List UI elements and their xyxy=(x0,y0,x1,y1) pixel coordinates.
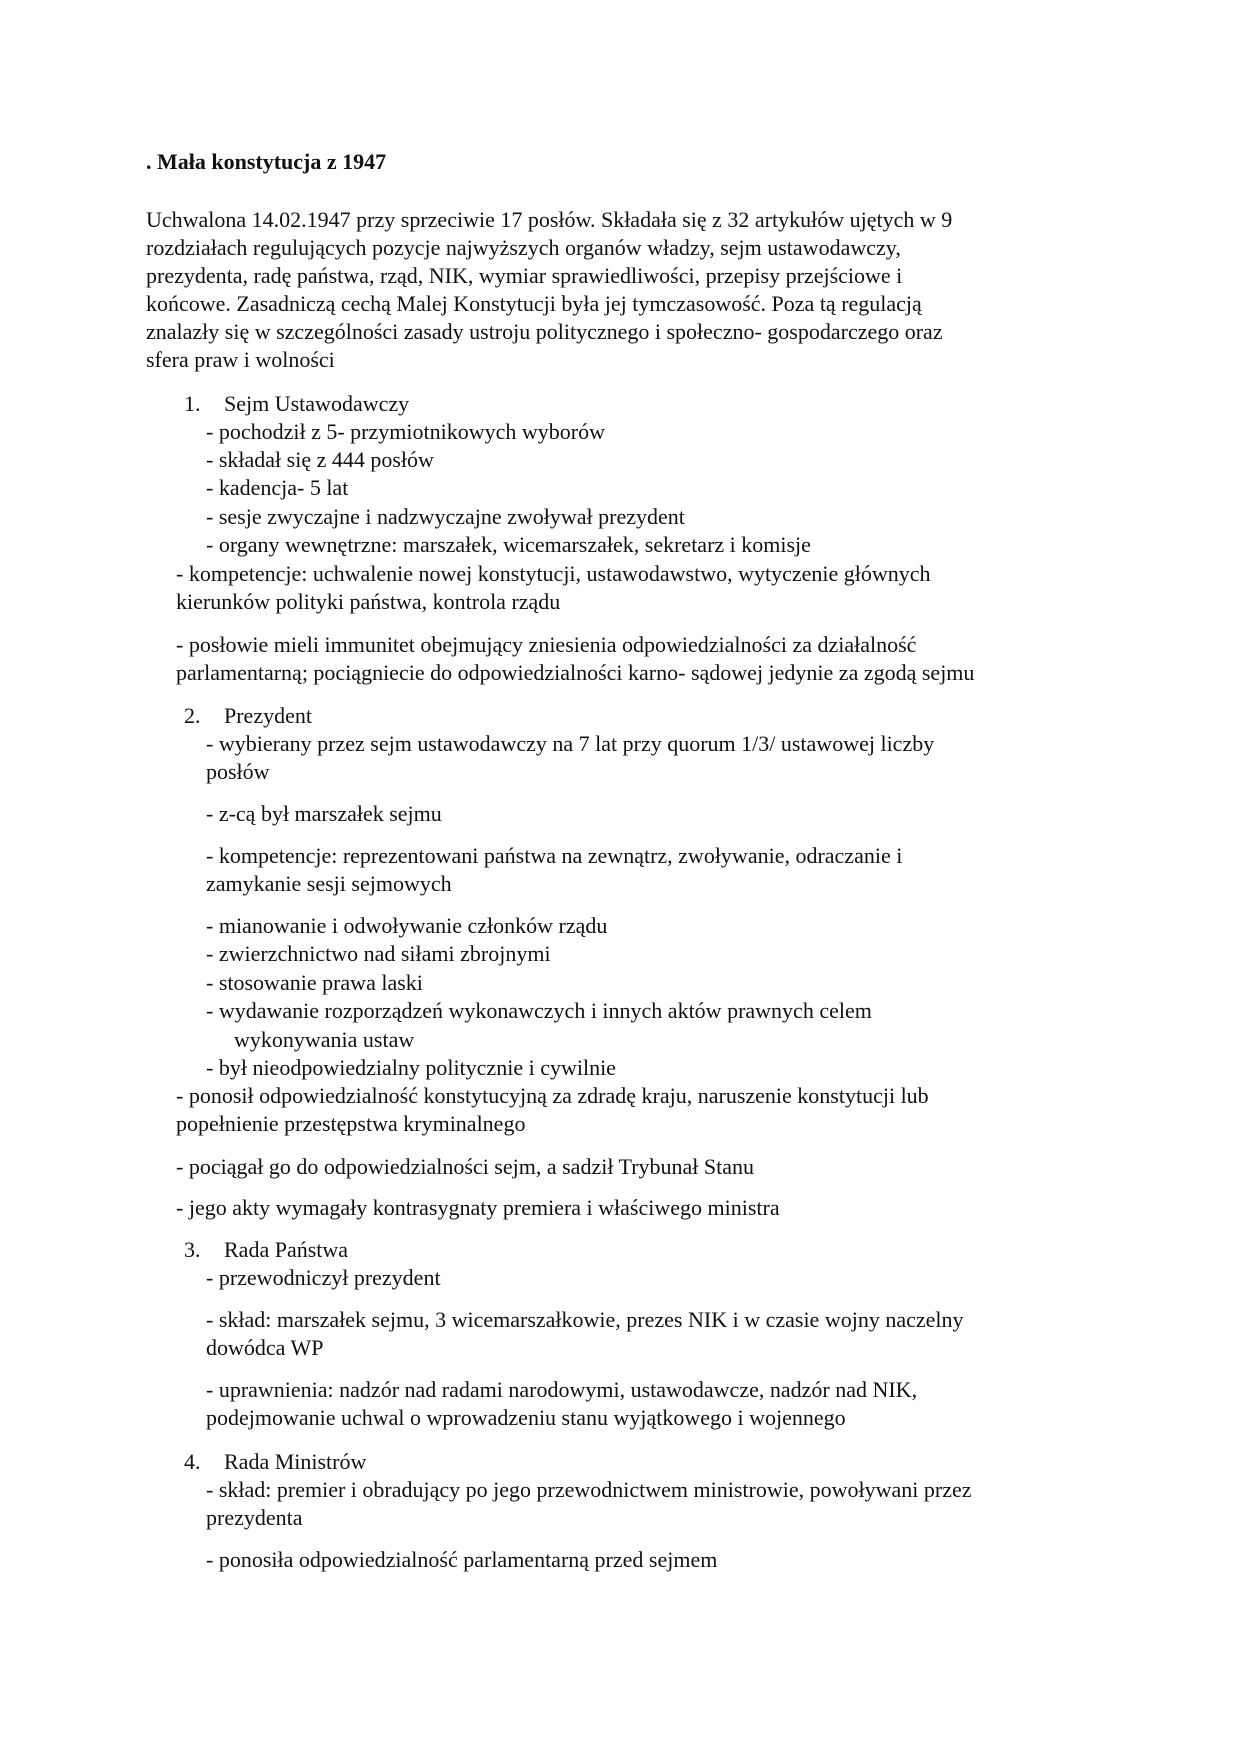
section-heading-text: Sejm Ustawodawczy xyxy=(224,391,410,416)
list-item-continuation: podejmowanie uchwal o wprowadzeniu stanu wyjątkowego i wojennego xyxy=(206,1405,846,1430)
list-item: - był nieodpowiedzialny politycznie i cywilnie xyxy=(206,1055,616,1080)
intro-line: znalazły się w szczególności zasady ustroju politycznego i społeczno- gospodarczego oraz xyxy=(146,319,943,344)
list-item: - przewodniczył prezydent xyxy=(206,1265,441,1290)
intro-line: rozdziałach regulujących pozycje najwyższych organów władzy, sejm ustawodawczy, xyxy=(146,235,901,260)
intro-line: sfera praw i wolności xyxy=(146,347,335,372)
list-item: - kompetencje: reprezentowani państwa na zewnątrz, zwoływanie, odraczanie i xyxy=(206,843,903,868)
list-item: - kadencja- 5 lat xyxy=(206,475,349,500)
intro-paragraph xyxy=(146,206,1086,374)
list-item: - skład: marszałek sejmu, 3 wicemarszałkowie, prezes NIK i w czasie wojny naczelny xyxy=(206,1307,964,1332)
section-heading xyxy=(184,1236,348,1264)
list-item: - stosowanie prawa laski xyxy=(206,970,423,995)
section-heading xyxy=(184,1448,366,1476)
list-item: - ponosiła odpowiedzialność parlamentarną przed sejmem xyxy=(206,1547,718,1572)
list-item: - pochodził z 5- przymiotnikowych wyborów xyxy=(206,419,605,444)
section-number: 3. xyxy=(184,1237,201,1262)
list-item: - organy wewnętrzne: marszałek, wicemarszałek, sekretarz i komisje xyxy=(206,532,811,557)
document-title: . Mała konstytucja z 1947 xyxy=(146,149,387,174)
intro-line: Uchwalona 14.02.1947 przy sprzeciwie 17 posłów. Składała się z 32 artykułów ujętych w 9 xyxy=(146,207,953,232)
list-item: - pociągał go do odpowiedzialności sejm, a sadził Trybunał Stanu xyxy=(176,1154,755,1179)
list-item: - składał się z 444 posłów xyxy=(206,447,434,472)
list-item: - jego akty wymagały kontrasygnaty premiera i właściwego ministra xyxy=(176,1195,780,1220)
section-number: 2. xyxy=(184,703,201,728)
list-item: - wybierany przez sejm ustawodawczy na 7 lat przy quorum 1/3/ ustawowej liczby xyxy=(206,731,935,756)
list-item: - uprawnienia: nadzór nad radami narodowymi, ustawodawcze, nadzór nad NIK, xyxy=(206,1377,918,1402)
intro-line: końcowe. Zasadniczą cechą Malej Konstytucji była jej tymczasowość. Poza tą regulacją xyxy=(146,291,922,316)
list-item: - ponosił odpowiedzialność konstytucyjną za zdradę kraju, naruszenie konstytucji lub xyxy=(176,1083,929,1108)
section-heading xyxy=(184,702,312,730)
list-item-continuation: parlamentarną; pociągniecie do odpowiedzialności karno- sądowej jedynie za zgodą sejmu xyxy=(176,660,975,685)
section-heading-text: Rada Ministrów xyxy=(224,1449,367,1474)
list-item: - skład: premier i obradujący po jego przewodnictwem ministrowie, powoływani przez xyxy=(206,1477,972,1502)
list-item-continuation: popełnienie przestępstwa kryminalnego xyxy=(176,1111,526,1136)
section-heading-text: Prezydent xyxy=(224,703,312,728)
intro-line: prezydenta, radę państwa, rząd, NIK, wymiar sprawiedliwości, przepisy przejściowe i xyxy=(146,263,903,288)
section-heading-text: Rada Państwa xyxy=(224,1237,349,1262)
list-item-continuation: prezydenta xyxy=(206,1505,303,1530)
list-item: - z-cą był marszałek sejmu xyxy=(206,801,442,826)
list-item-continuation: kierunków polityki państwa, kontrola rządu xyxy=(176,589,561,614)
list-item: - sesje zwyczajne i nadzwyczajne zwoływał prezydent xyxy=(206,504,685,529)
list-item-continuation: wykonywania ustaw xyxy=(234,1027,415,1052)
list-item: - zwierzchnictwo nad siłami zbrojnymi xyxy=(206,941,551,966)
section-heading xyxy=(184,390,409,418)
list-item: - posłowie mieli immunitet obejmujący zniesienia odpowiedzialności za działalność xyxy=(176,632,917,657)
list-item-continuation: posłów xyxy=(206,759,270,784)
list-item: - wydawanie rozporządzeń wykonawczych i innych aktów prawnych celem xyxy=(206,998,872,1023)
section-number: 1. xyxy=(184,391,201,416)
list-item: - kompetencje: uchwalenie nowej konstytucji, ustawodawstwo, wytyczenie głównych xyxy=(176,561,931,586)
list-item-continuation: dowódca WP xyxy=(206,1335,324,1360)
list-item: - mianowanie i odwoływanie członków rządu xyxy=(206,913,608,938)
list-item-continuation: zamykanie sesji sejmowych xyxy=(206,871,452,896)
section-number: 4. xyxy=(184,1449,201,1474)
